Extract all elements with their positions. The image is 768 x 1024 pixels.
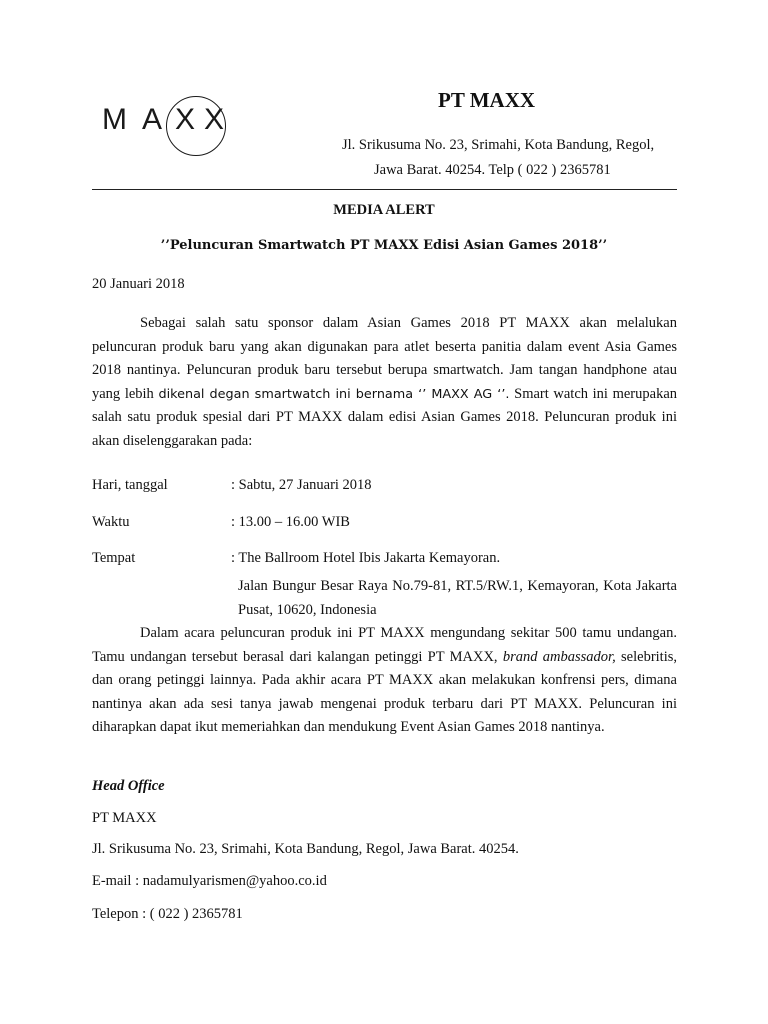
logo-letter-x2: X — [204, 103, 225, 136]
document-subject: ’’Peluncuran Smartwatch PT MAXX Edisi Asian Games 2018’’ — [160, 238, 608, 253]
detail-time-value: : 13.00 – 16.00 WIB — [231, 514, 350, 530]
paragraph-intro — [92, 312, 677, 453]
footer-company: PT MAXX — [92, 810, 157, 826]
logo-letter-m: M — [102, 103, 127, 136]
footer-phone: Telepon : ( 022 ) 2365781 — [92, 906, 243, 922]
letterhead-address-line1: Jl. Srikusuma No. 23, Srimahi, Kota Bandung, Regol, — [342, 137, 655, 153]
detail-day-label: Hari, tanggal — [92, 477, 168, 493]
logo-letter-a: A — [142, 103, 163, 136]
detail-place-address: Jalan Bungur Besar Raya No.79-81, RT.5/RW.1, Kemayoran, Kota Jakarta Pusat, 10620, Indonesia — [238, 578, 677, 618]
footer-address: Jl. Srikusuma No. 23, Srimahi, Kota Bandung, Regol, Jawa Barat. 40254. — [92, 841, 519, 857]
logo-circle — [166, 96, 226, 156]
footer-heading: Head Office — [92, 778, 165, 794]
footer-email: E-mail : nadamulyarismen@yahoo.co.id — [92, 873, 327, 889]
letterhead-address-line2: Jawa Barat. 40254. Telp ( 022 ) 2365781 — [374, 162, 611, 178]
paragraph-event-part2: selebritis, dan orang petinggi lainnya. Pada akhir acara PT MAXX akan melakukan konfrensi pers, dimana nantinya akan ada sesi tanya jawab mengenai produk terbaru dari PT MAXX. Peluncuran ini diharapkan dapat ikut memeriahkan dan mendukung Event Asian Games 2018 nantinya. — [92, 648, 677, 735]
detail-place-value: : The Ballroom Hotel Ibis Jakarta Kemayoran. — [231, 550, 501, 566]
paragraph-event — [92, 622, 677, 740]
document-date: 20 Januari 2018 — [92, 276, 185, 292]
document-title: MEDIA ALERT — [333, 202, 435, 218]
detail-time-label: Waktu — [92, 514, 130, 530]
paragraph-event-italic: brand ambassador, — [502, 648, 616, 665]
header-divider — [92, 189, 677, 190]
paragraph-intro-part3: Smart watch ini merupakan salah satu produk spesial dari PT MAXX dalam edisi Asian Games 2018. Peluncuran produk ini akan diselenggarakan pada: — [92, 385, 678, 449]
detail-day-value: : Sabtu, 27 Januari 2018 — [231, 477, 372, 493]
logo-letter-x1: X — [175, 103, 196, 136]
detail-place-label: Tempat — [92, 550, 136, 566]
paragraph-intro-part2: dikenal degan smartwatch ini bernama ‘’ MAXX AG ‘’. — [158, 386, 510, 402]
paragraph-intro-part1: Sebagai salah satu sponsor dalam Asian Games 2018 PT MAXX akan melalukan peluncuran produk baru yang akan digunakan para atlet beserta panitia dalam event Asia Games 2018 nantinya. Peluncuran produk baru tersebut berupa smartwatch. Jam tangan handphone atau yang lebih — [92, 315, 677, 402]
paragraph-event-part1: Dalam acara peluncuran produk ini PT MAXX mengundang sekitar 500 tamu undangan. Tamu undangan tersebut berasal dari kalangan petinggi PT MAXX, — [92, 625, 677, 665]
maxx-logo — [100, 96, 232, 156]
company-name: PT MAXX — [438, 88, 536, 112]
